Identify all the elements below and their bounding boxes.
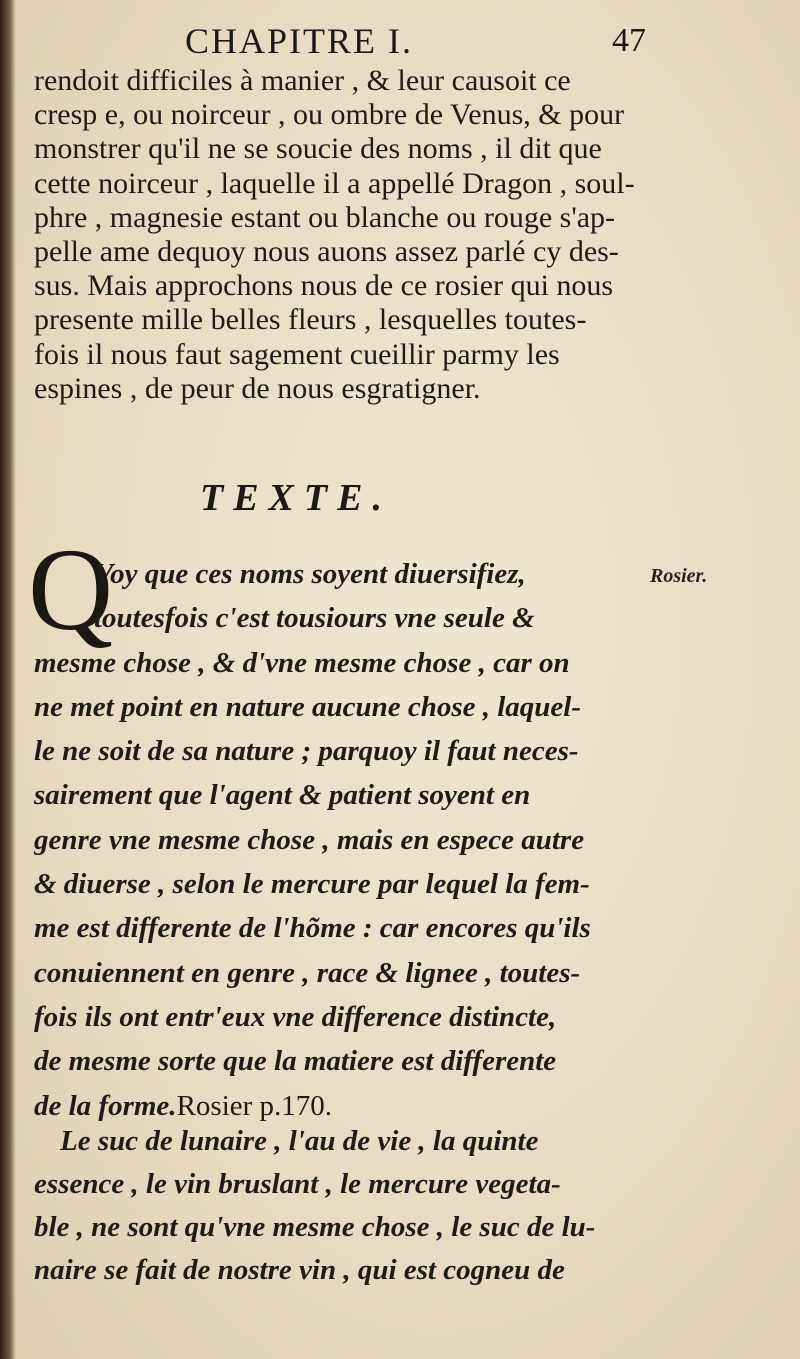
drop-cap: Q — [28, 524, 114, 655]
text-line: sairement que l'agent & patient soyent en — [34, 779, 531, 812]
text-line: naire se fait de nostre vin , qui est cogneu de — [34, 1254, 565, 1286]
section-heading: TEXTE. — [200, 477, 392, 519]
text-line: pelle ame dequoy nous auons assez parlé cy des- — [34, 235, 619, 269]
page-header — [0, 20, 800, 68]
page-number: 47 — [612, 22, 646, 59]
text-line: le ne soit de sa nature ; parquoy il faut neces- — [34, 735, 579, 768]
margin-note: Rosier. — [650, 565, 708, 587]
text-line: monstrer qu'il ne se soucie des noms , il dit que — [34, 132, 602, 166]
second-texte-paragraph — [34, 1120, 650, 1292]
text-line: de mesme sorte que la matiere est differente — [34, 1045, 557, 1078]
text-line: toutesfois c'est tousiours vne seule & — [94, 602, 535, 635]
text-line: rendoit difficiles à manier , & leur causoit ce — [34, 64, 571, 97]
page-binding-shadow — [0, 0, 16, 1359]
text-line: essence , le vin bruslant , le mercure vegeta- — [34, 1168, 561, 1200]
text-line: & diuerse , selon le mercure par lequel la fem- — [34, 868, 590, 901]
text-line: cette noirceur , laquelle il a appellé Dragon , soul- — [34, 166, 635, 200]
commentary-paragraph — [34, 64, 650, 406]
citation: Rosier p.170. — [176, 1089, 333, 1122]
text-line: presente mille belles fleurs , lesquelles toutes- — [34, 303, 587, 337]
text-line: fois il nous faut sagement cueillir parmy les — [34, 337, 560, 371]
text-line: espines , de peur de nous esgratigner. — [34, 371, 481, 405]
text-line: cresp e, ou noirceur , ou ombre de Venus, & pour — [34, 98, 625, 132]
running-title: CHAPITRE I. — [185, 21, 413, 61]
text-line: ble , ne sont qu'vne mesme chose , le suc de lu- — [34, 1211, 596, 1243]
text-line: conuiennent en genre , race & lignee , toutes- — [34, 956, 581, 989]
text-line: Voy que ces noms soyent diuersifiez, — [94, 558, 526, 590]
text-line: ne met point en nature aucune chose , laquel- — [34, 690, 582, 723]
text-line: Le suc de lunaire , l'au de vie , la quinte — [60, 1125, 539, 1157]
text-line: mesme chose , & d'vne mesme chose , car on — [34, 646, 570, 679]
text-line: phre , magnesie estant ou blanche ou rouge s'ap- — [34, 200, 616, 234]
text-line: fois ils ont entr'eux vne difference distincte, — [34, 1000, 557, 1033]
text-line: genre vne mesme chose , mais en espece autre — [34, 823, 585, 856]
text-line-end: de la forme. — [34, 1089, 177, 1122]
text-line: sus. Mais approchons nous de ce rosier qui nous — [34, 269, 614, 303]
text-line: me est differente de l'hõme : car encores qu'ils — [34, 912, 591, 945]
texte-paragraph — [34, 552, 650, 1128]
